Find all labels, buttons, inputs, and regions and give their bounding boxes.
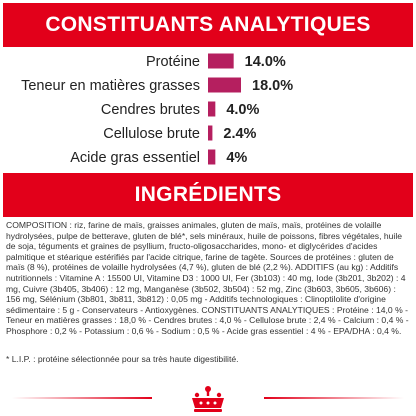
ingredients-text: COMPOSITION : riz, farine de maïs, graisses animales, gluten de maïs, maïs, protéines de volaille hydrolysées, pulpe de betterave, gluten de blé*, sels minéraux, huile de poissons, fibres végétales, huile de soja, téguments et graines de psyllium, fructo-oligosaccharides, mono- et diglycérides d'acides palmitique et stéarique estérifiés par l'acide citrique, farine de tagète. Sources de protéines : gluten de maïs (8 %), protéines de volaille hydrolysées (4,7 %), gluten de blé (2,2 %). ADDITIFS (au kg) : Additifs nutritionnels : Vitamine A : 15500 UI, Vitamine D3 : 1000 UI, Fer (3b103) : 40 mg, Iode (3b201, 3b202) : 4 mg, Cuivre (3b405, 3b406) : 12 mg, Manganèse (3b502, 3b504) : 52 mg, Zinc (3b603, 3b605, 3b606) : 156 mg, Sélénium (3b801, 3b811, 3b812) : 0,05 mg - Additifs technologiques : Clinoptilolite d'origine sédimentaire : 5 g - Conservateurs - Antioxygènes. CONSTITUANTS ANALYTIQUES : Protéine : 14,0 % - Teneur en matières grasses : 18,0 % - Cendres brutes : 4,0 % - Cellulose brute : 2,4 % - Calcium : 0,4 % - Phosphore : 0,2 % - Potassium : 0,6 % - Sodium : 0,5 % - Acide gras essentiel : 4 % - EPA/DHA : 0,4 %. — [6, 220, 409, 336]
ingredients-banner: INGRÉDIENTS — [3, 173, 413, 217]
category-label: Acide gras essentiel — [70, 150, 200, 166]
value-label: 2.4% — [223, 126, 257, 142]
footnote: * L.I.P. : protéine sélectionnée pour sa très haute digestibilité. — [6, 354, 239, 364]
analytics-chart — [0, 48, 416, 170]
bar — [208, 126, 212, 141]
category-label: Protéine — [145, 54, 200, 70]
value-label: 14.0% — [244, 54, 286, 70]
bar — [208, 54, 234, 69]
bar — [208, 78, 241, 93]
bar — [208, 150, 215, 165]
crown-logo-icon — [168, 384, 248, 416]
category-label: Teneur en matières grasses — [21, 78, 200, 94]
divider-left — [12, 397, 152, 399]
divider-right — [264, 397, 404, 399]
bar — [208, 102, 215, 117]
category-label: Cellulose brute — [103, 126, 200, 142]
analytics-banner: CONSTITUANTS ANALYTIQUES — [3, 3, 413, 47]
value-label: 18.0% — [252, 78, 294, 94]
value-label: 4.0% — [226, 102, 260, 118]
value-label: 4% — [226, 150, 248, 166]
category-label: Cendres brutes — [100, 102, 200, 118]
